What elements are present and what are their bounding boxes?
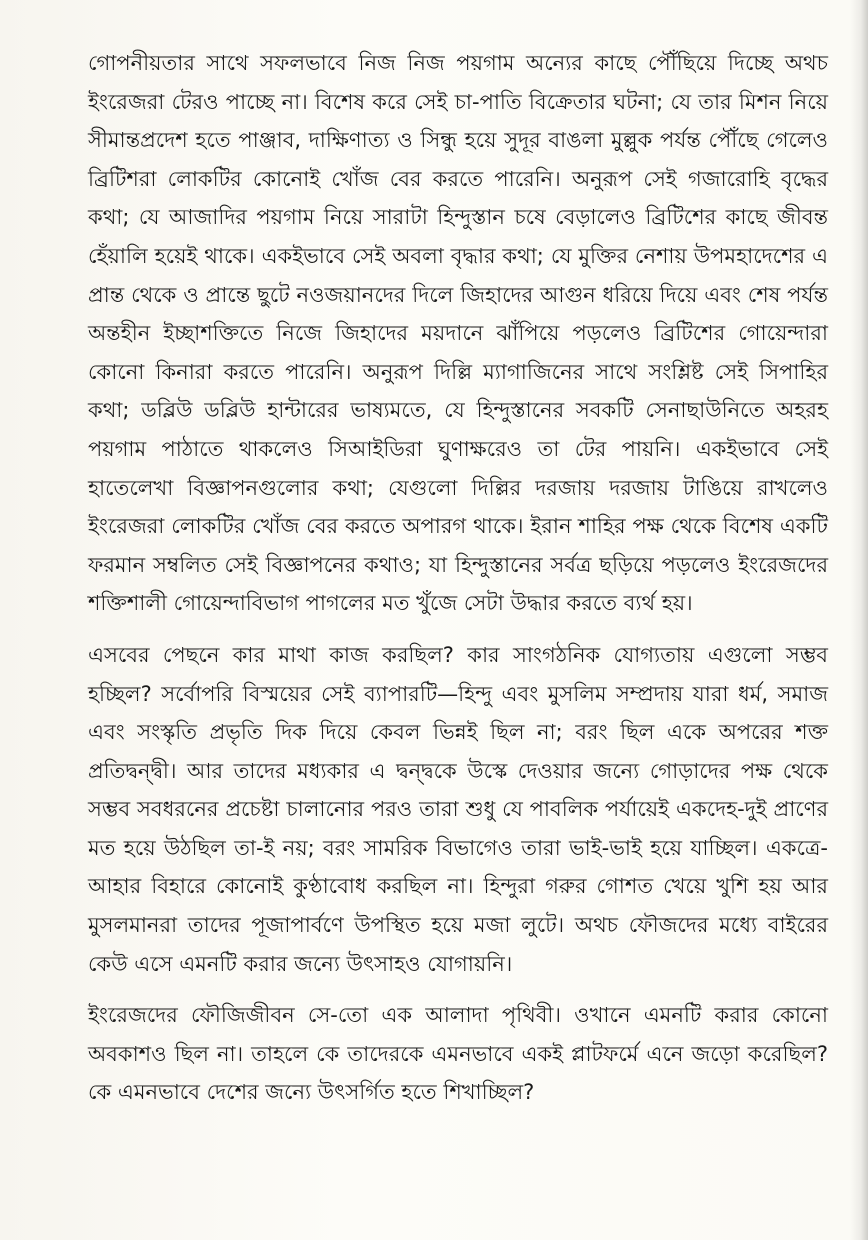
paragraph-1: গোপনীয়তার সাথে সফলভাবে নিজ নিজ পয়গাম অন্যের কাছে পৌঁছিয়ে দিচ্ছে অথচ ইংরেজরা টেরও পাচ্ছে না। বিশেষ করে সেই চা-পাতি বিক্রেতার ঘটনা; যে তার মিশন নিয়ে সীমান্তপ্রদেশ হতে পাঞ্জাব, দাক্ষিণাত্য ও সিন্ধু হয়ে সুদূর বাঙলা মুল্লুক পর্যন্ত পৌঁছে গেলেও ব্রিটিশরা লোকটির কোনোই খোঁজ বের করতে পারেনি। অনুরূপ সেই গজারোহি বৃদ্ধের কথা; যে আজাদির পয়গাম নিয়ে সারাটা হিন্দুস্তান চষে বেড়ালেও ব্রিটিশের কাছে জীবন্ত হেঁয়ালি হয়েই থাকে। একইভাবে সেই অবলা বৃদ্ধার কথা; যে মুক্তির নেশায় উপমহাদেশের এ প্রান্ত থেকে ও প্রান্তে ছুটে নওজয়ানদের দিলে জিহাদের আগুন ধরিয়ে দিয়ে এবং শেষ পর্যন্ত অন্তহীন ইচ্ছাশক্তিতে নিজে জিহাদের ময়দানে ঝাঁপিয়ে পড়লেও ব্রিটিশের গোয়েন্দারা কোনো কিনারা করতে পারেনি। অনুরূপ দিল্লি ম্যাগাজিনের সাথে সংশ্লিষ্ট সেই সিপাহির কথা; ডব্লিউ ডব্লিউ হান্টারের ভাষ্যমতে, যে হিন্দুস্তানের সবকটি সেনাছাউনিতে অহরহ পয়গাম পাঠাতে থাকলেও সিআইডিরা ঘুণাক্ষরেও তা টের পায়নি। একইভাবে সেই হাতেলেখা বিজ্ঞাপনগুলোর কথা; যেগুলো দিল্লির দরজায় দরজায় টাঙিয়ে রাখলেও ইংরেজরা লোকটির খোঁজ বের করতে অপারগ থাকে। ইরান শাহির পক্ষ থেকে বিশেষ একটি ফরমান সম্বলিত সেই বিজ্ঞাপনের কথাও; যা হিন্দুস্তানের সর্বত্র ছড়িয়ে পড়লেও ইংরেজদের শক্তিশালী গোয়েন্দাবিভাগ পাগলের মত খুঁজে সেটা উদ্ধার করতে ব্যর্থ হয়। [88, 51, 828, 616]
paragraph-2: এসবের পেছনে কার মাথা কাজ করছিল? কার সাংগঠনিক যোগ্যতায় এগুলো সম্ভব হচ্ছিল? সর্বোপরি বিস্ময়ের সেই ব্যাপারটি—হিন্দু এবং মুসলিম সম্প্রদায় যারা ধর্ম, সমাজ এবং সংস্কৃতি প্রভৃতি দিক দিয়ে কেবল ভিন্নই ছিল না; বরং ছিল একে অপরের শক্ত প্রতিদ্বন্দ্বী। আর তাদের মধ্যকার এ দ্বন্দ্বকে উস্কে দেওয়ার জন্যে গোড়াদের পক্ষ থেকে সম্ভব সবধরনের প্রচেষ্টা চালানোর পরও তারা শুধু যে পাবলিক পর্যায়েই একদেহ-দুই প্রাণের মত হয়ে উঠছিল তা-ই নয়; বরং সামরিক বিভাগেও তারা ভাই-ভাই হয়ে যাচ্ছিল। একত্রে-আহার বিহারে কোনোই কুণ্ঠাবোধ করছিল না। হিন্দুরা গরুর গোশত খেয়ে খুশি হয় আর মুসলমানরা তাদের পূজাপার্বণে উপস্থিত হয়ে মজা লুটে। অথচ ফৌজদের মধ্যে বাইরের কেউ এসে এমনটি করার জন্যে উৎসাহও যোগায়নি। [88, 642, 828, 976]
body-text [88, 44, 828, 1112]
page-edge-shadow [850, 0, 868, 1240]
paragraph-3: ইংরেজদের ফৌজিজীবন সে-তো এক আলাদা পৃথিবী। ওখানে এমনটি করার কোনো অবকাশও ছিল না। তাহলে কে তাদেরকে এমনভাবে একই প্লাটফর্মে এনে জড়ো করেছিল? কে এমনভাবে দেশের জন্যে উৎসর্গিত হতে শিখাচ্ছিল? [88, 1003, 828, 1105]
